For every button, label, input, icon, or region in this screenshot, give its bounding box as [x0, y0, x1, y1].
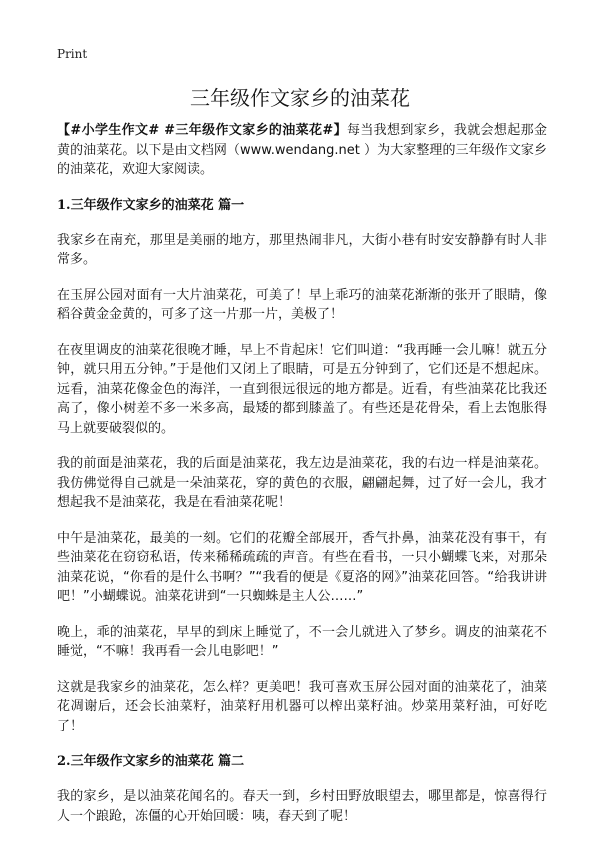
article-body	[57, 121, 547, 842]
paragraph: 我的前面是油菜花，我的后面是油菜花，我左边是油菜花，我的右边一样是油菜花。我仿佛觉得自己就是一朵油菜花，穿的黄色的衣服，翩翩起舞，过了好一会儿，我才想起我不是油菜花，我是在看油菜花呢！	[57, 456, 547, 510]
intro-tags: 【#小学生作文# #三年级作文家乡的油菜花#】	[57, 123, 347, 138]
section-heading-1: 1.三年级作文家乡的油菜花 篇一	[57, 197, 245, 213]
paragraph: 晚上，乖的油菜花，早早的到床上睡觉了，不一会儿就进入了梦乡。调皮的油菜花不睡觉，“不嘛！我再看一会儿电影吧！”	[57, 624, 547, 659]
intro-text: 每当我想到家乡，我就会想起那金黄的油菜花。以下是由文档网（www.wendang.net ）为大家整理的三年级作文家乡的油菜花，欢迎大家阅读。	[57, 123, 547, 177]
paragraph: 在玉屏公园对面有一大片油菜花，可美了！早上乖巧的油菜花渐渐的张开了眼睛，像稻谷黄金金黄的，可多了这一片那一片，美极了！	[57, 287, 547, 322]
paragraph: 我的家乡，是以油菜花闻名的。春天一到，乡村田野放眼望去，哪里都是，惊喜得行人一个踉跄，冻僵的心开始回暖：咦，春天到了呢！	[57, 789, 547, 824]
paragraph: 中午是油菜花，最美的一刻。它们的花瓣全部展开，香气扑鼻，油菜花没有事干，有些油菜花在窃窃私语，传来稀稀疏疏的声音。有些在看书，一只小蝴蝶飞来，对那朵油菜花说，“你看的是什么书啊？”“我看的便是《夏洛的网》”油菜花回答。“给我讲讲吧！”小蝴蝶说。油菜花讲到“一只蜘蛛是主人公……”	[57, 530, 547, 604]
page-title: 三年级作文家乡的油菜花	[190, 86, 410, 110]
intro-paragraph	[57, 121, 547, 180]
paragraph: 在夜里调皮的油菜花很晚才睡，早上不肯起床！它们叫道：“我再睡一会儿嘛！就五分钟，就只用五分钟。”于是他们又闭上了眼睛，可是五分钟到了，它们还是不想起床。远看，油菜花像金色的海洋，一直到很远很远的地方都是。近看，有些油菜花比我还高了，像小树差不多一米多高，最矮的都到膝盖了。有些还是花骨朵，看上去饱胀得马上就要破裂似的。	[57, 342, 547, 436]
print-label: Print	[57, 47, 88, 61]
paragraph: 我家乡在南充，那里是美丽的地方，那里热闹非凡，大街小巷有时安安静静有时人非常多。	[57, 232, 547, 267]
paragraph: 这就是我家乡的油菜花，怎么样？更美吧！我可喜欢玉屏公园对面的油菜花了，油菜花凋谢后，还会长油菜籽，油菜籽用机器可以榨出菜籽油。炒菜用菜籽油，可好吃了！	[57, 679, 547, 734]
section-heading-2: 2.三年级作文家乡的油菜花 篇二	[57, 754, 245, 769]
